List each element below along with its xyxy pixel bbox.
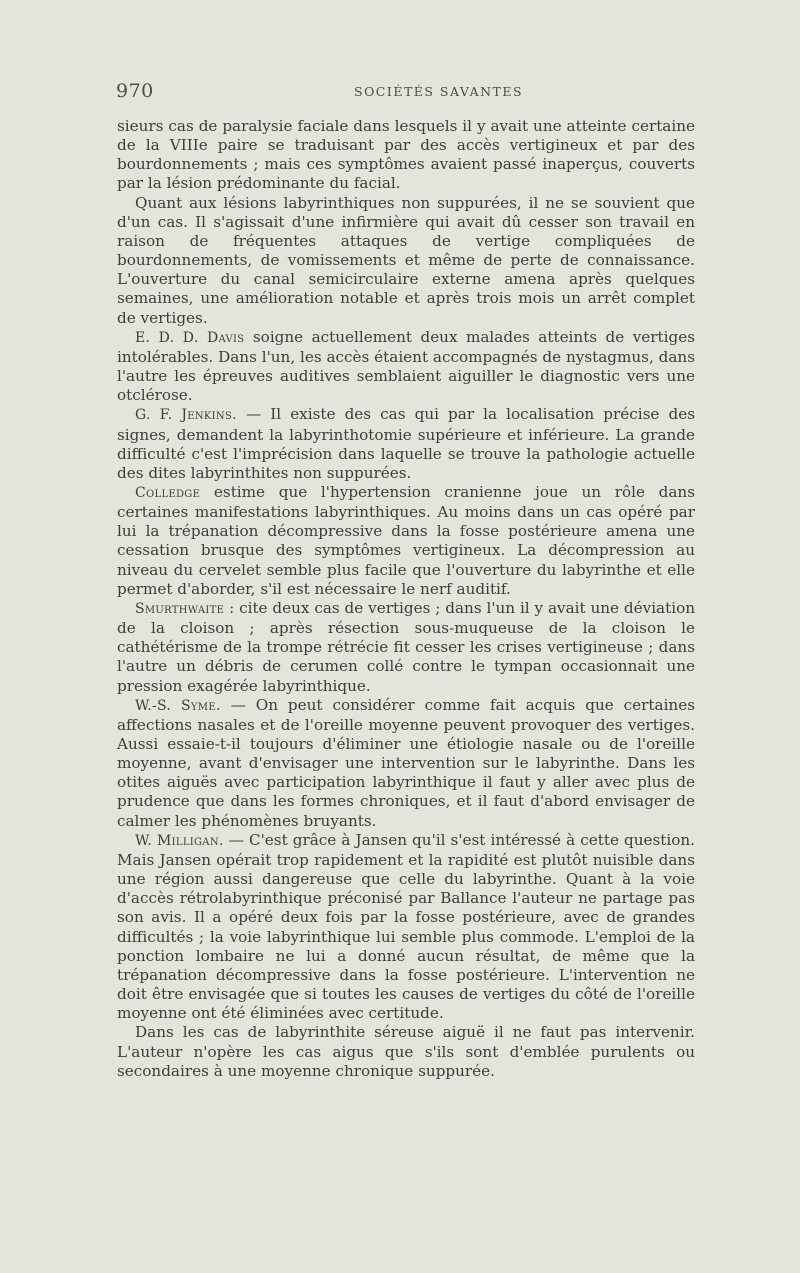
paragraph-text: Dans les cas de labyrinthite séreuse aiguë il ne faut pas intervenir. L'auteur n'opère les cas aigus que s'ils sont d'emblée purulents ou secondaires à une moyenne chronique suppurée. <box>117 1023 695 1080</box>
paragraph-serous-labyrinthitis <box>117 1023 695 1080</box>
speaker-name: Smurthwaite <box>135 600 225 617</box>
paragraph-text: estime que l'hypertension cranienne joue un rôle dans certaines manifestations labyrinthiques. Au moins dans un cas opéré par lui la trépanation décompressive dans la fosse postérieure amena une cessation brusque des symptômes vertigineux. La décompression au niveau du cervelet semble plus facile que l'ouverture du labyrinthe et elle permet d'aborder, s'il est nécessaire le nerf auditif. <box>117 482 696 598</box>
paragraph-text: Quant aux lésions labyrinthiques non suppurées, il ne se souvient que d'un cas. Il s'agissait d'une infirmière qui avait dû cesser son travail en raison de fréquentes attaques de vertige compliquées de bourdonnements, de vomissements et même de perte de connaissance. L'ouverture du canal semicirculaire externe amena après quelques semaines, une amélioration notable et après trois mois un arrêt complet de vertiges. <box>117 193 695 327</box>
page-number: 970 <box>116 80 154 102</box>
speaker-name: E. D. D. Davis <box>135 329 245 346</box>
speaker-name: W.-S. Syme. <box>135 697 221 714</box>
paragraph-text: sieurs cas de paralysie faciale dans lesquels il y avait une atteinte certaine de la VIIIe paire se traduisant par des accès vertigineux et par des bourdonnements ; mais ces symptômes avaient passé inaperçus, couverts par la lésion prédominante du facial. <box>117 117 695 193</box>
paragraph-smurthwaite <box>117 599 695 696</box>
paragraph-davis <box>117 328 695 406</box>
article-body <box>117 117 695 1081</box>
paragraph-text: — C'est grâce à Jansen qu'il s'est intéressé à cette question. Mais Jansen opérait trop rapidement et la rapidité est plutôt nuisible dans une région aussi dangereuse que celle du labyrinthe. Quant à la voie d'accès rétrolabyrinthique préconisé par Ballance l'auteur ne partage pas son avis. Il a opéré deux fois par la fosse postérieure, avec de grandes difficultés ; la voie labyrinthique lui semble plus commode. L'emploi de la ponction lombaire ne lui a donné aucun résultat, de même que la trépanation décompressive dans la fosse postérieure. L'intervention ne doit être envisagée que si toutes les causes de vertiges du côté de l'oreille moyenne ont été éliminées avec certitude. <box>117 830 696 1023</box>
speaker-name: G. F. Jenkins. <box>135 407 237 424</box>
page-header <box>0 80 800 104</box>
paragraph-milligan <box>117 831 695 1024</box>
paragraph-text: — Il existe des cas qui par la localisation précise des signes, demandent la labyrinthotomie supérieure et inférieure. La grande difficulté c'est l'imprécision dans laquelle se trouve la pathologie actuelle des dites labyrinthites non suppurées. <box>117 405 695 482</box>
paragraph-text: soigne actuellement deux malades atteints de vertiges intolérables. Dans l'un, les accès étaient accompagnés de nystagmus, dans l'autre les épreuves auditives semblaient aiguiller le diagnostic vers une otclérose. <box>117 327 695 405</box>
paragraph-continuation <box>117 117 695 194</box>
paragraph-text: — On peut considérer comme fait acquis que certaines affections nasales et de l'oreille moyenne peuvent provoquer des vertiges. Aussi essaie-t-il toujours d'éliminer une étiologie nasale ou de l'oreille moyenne, avant d'envisager une intervention sur le labyrinthe. Dans les otites aiguës avec participation labyrinthique il faut y aller avec plus de prudence que dans les formes chroniques, et il faut d'abord envisager de calmer les phénomènes bruyants. <box>117 695 695 830</box>
running-head: SOCIÉTÉS SAVANTES <box>354 84 524 99</box>
paragraph-jenkins <box>117 405 695 483</box>
paragraph-syme <box>117 696 695 831</box>
paragraph-labyrinthine-lesions <box>117 194 695 328</box>
speaker-name: Colledge <box>135 484 201 501</box>
speaker-name: W. Milligan. <box>135 832 224 849</box>
paragraph-colledge <box>117 483 695 599</box>
paragraph-text: : cite deux cas de vertiges ; dans l'un il y avait une déviation de la cloison ; après résection sous-muqueuse de la cloison le cathétérisme de la trompe rétrécie fit cesser les crises vertigineuse ; dans l'autre un débris de cerumen collé contre le tympan occasionnait une pression exagérée labyrinthique. <box>117 598 695 695</box>
